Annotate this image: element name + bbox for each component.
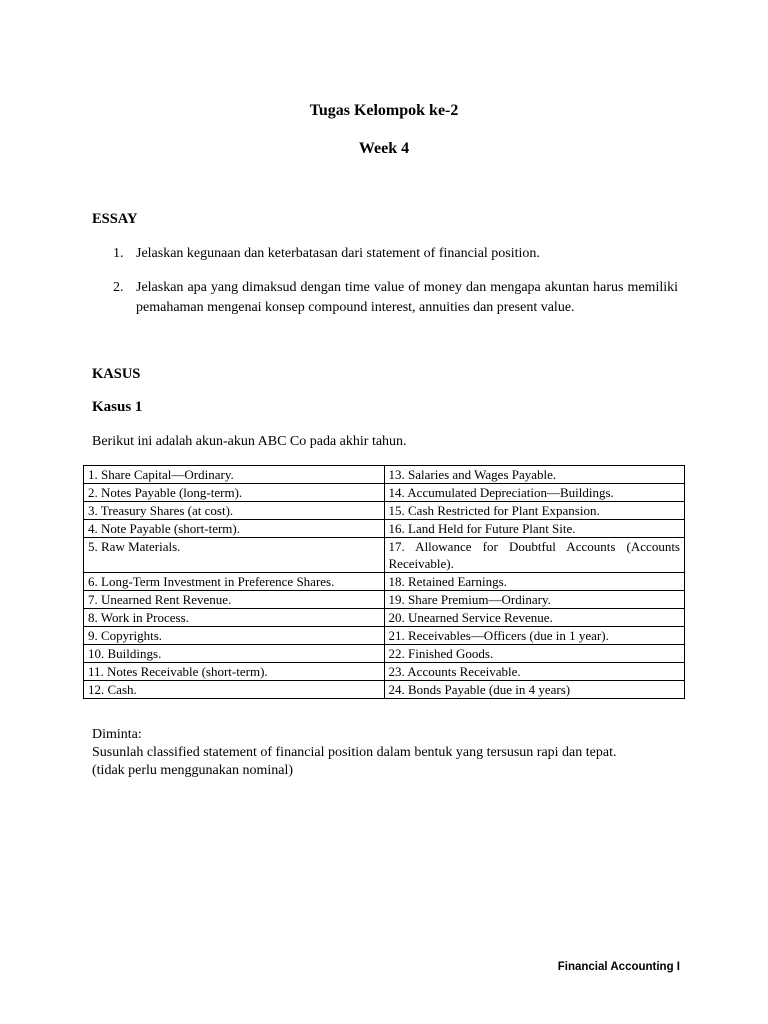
table-cell: 10. Buildings. <box>84 645 385 663</box>
table-row <box>84 663 685 681</box>
table-cell: 4. Note Payable (short-term). <box>84 520 385 538</box>
table-cell: 13. Salaries and Wages Payable. <box>384 466 685 484</box>
requirement-block <box>92 726 685 780</box>
table-cell: 1. Share Capital—Ordinary. <box>84 466 385 484</box>
essay-item-number: 2. <box>113 280 124 295</box>
table-row <box>84 591 685 609</box>
table-cell: 17. Allowance for Doubtful Accounts (Accounts Receivable). <box>384 538 685 573</box>
table-cell: 23. Accounts Receivable. <box>384 663 685 681</box>
table-row <box>84 484 685 502</box>
table-cell: 7. Unearned Rent Revenue. <box>84 591 385 609</box>
requirement-text: Susunlah classified statement of financial position dalam bentuk yang tersusun rapi dan tepat. <box>92 745 617 760</box>
requirement-label: Diminta: <box>92 727 142 742</box>
table-row <box>84 520 685 538</box>
table-cell: 9. Copyrights. <box>84 627 385 645</box>
essay-item <box>92 244 678 264</box>
essay-item-number: 1. <box>113 246 124 261</box>
table-row <box>84 466 685 484</box>
table-cell: 21. Receivables—Officers (due in 1 year). <box>384 627 685 645</box>
table-cell: 2. Notes Payable (long-term). <box>84 484 385 502</box>
document-week: Week 4 <box>358 140 410 157</box>
table-cell: 22. Finished Goods. <box>384 645 685 663</box>
case-intro-text: Berikut ini adalah akun-akun ABC Co pada akhir tahun. <box>92 434 407 449</box>
table-row <box>84 502 685 520</box>
essay-item <box>92 278 678 318</box>
table-row <box>84 573 685 591</box>
table-cell: 6. Long-Term Investment in Preference Shares. <box>84 573 385 591</box>
case-1-heading: Kasus 1 <box>92 399 143 415</box>
footer-course-name: Financial Accounting I <box>557 961 680 973</box>
kasus-heading: KASUS <box>92 366 141 382</box>
table-cell: 3. Treasury Shares (at cost). <box>84 502 385 520</box>
table-row <box>84 609 685 627</box>
table-cell: 24. Bonds Payable (due in 4 years) <box>384 681 685 699</box>
essay-heading: ESSAY <box>92 211 138 227</box>
document-title: Tugas Kelompok ke-2 <box>309 102 459 119</box>
table-row <box>84 627 685 645</box>
table-cell: 11. Notes Receivable (short-term). <box>84 663 385 681</box>
accounts-table <box>83 465 685 699</box>
table-cell: 15. Cash Restricted for Plant Expansion. <box>384 502 685 520</box>
table-cell: 5. Raw Materials. <box>84 538 385 573</box>
table-row <box>84 538 685 573</box>
table-cell: 12. Cash. <box>84 681 385 699</box>
table-cell: 14. Accumulated Depreciation—Buildings. <box>384 484 685 502</box>
table-row <box>84 681 685 699</box>
essay-item-text: Jelaskan kegunaan dan keterbatasan dari statement of financial position. <box>136 246 540 261</box>
table-cell: 19. Share Premium—Ordinary. <box>384 591 685 609</box>
table-cell: 20. Unearned Service Revenue. <box>384 609 685 627</box>
table-cell: 8. Work in Process. <box>84 609 385 627</box>
table-cell: 18. Retained Earnings. <box>384 573 685 591</box>
essay-item-text: Jelaskan apa yang dimaksud dengan time value of money dan mengapa akuntan harus memiliki pemahaman mengenai konsep compound interest, annuities dan present value. <box>136 280 678 315</box>
table-cell: 16. Land Held for Future Plant Site. <box>384 520 685 538</box>
table-row <box>84 645 685 663</box>
requirement-note: (tidak perlu menggunakan nominal) <box>92 763 293 778</box>
